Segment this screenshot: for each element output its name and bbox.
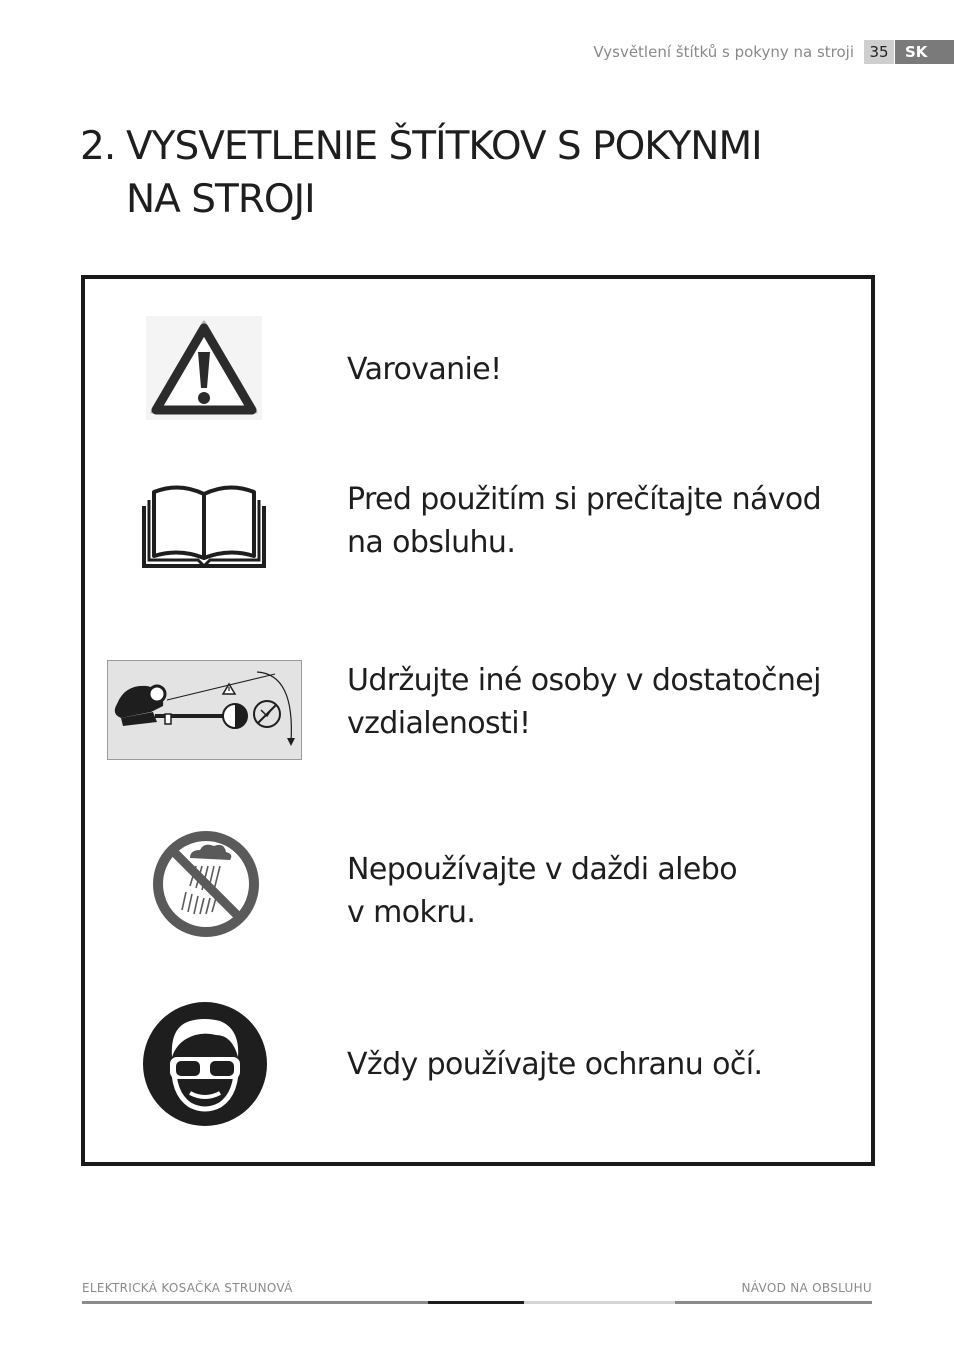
page-title xyxy=(80,120,880,226)
label-line: Pred použitím si prečítajte návod xyxy=(347,482,822,517)
running-header: Vysvětlení štítků s pokyny na stroji xyxy=(593,43,854,61)
no-rain-icon xyxy=(150,828,262,940)
title-line-2: NA STROJI xyxy=(126,177,315,222)
label-line: Varovanie! xyxy=(347,352,502,387)
label-text-rain xyxy=(347,848,847,934)
label-text-manual xyxy=(347,478,847,564)
label-line: Udržujte iné osoby v dostatočnej xyxy=(347,663,821,698)
manual-book-icon xyxy=(141,480,267,570)
label-line: v mokru. xyxy=(347,895,476,930)
title-line-1: VYSVETLENIE ŠTÍTKOV S POKYNMI xyxy=(126,124,762,169)
label-line: Nepoužívajte v daždi alebo xyxy=(347,852,737,887)
label-text-warning xyxy=(347,348,847,391)
footer-manual: NÁVOD NA OBSLUHU xyxy=(741,1281,872,1295)
footer-divider-accent xyxy=(428,1301,524,1304)
section-number: 2. xyxy=(80,124,116,169)
footer-divider xyxy=(524,1301,675,1304)
label-text-distance xyxy=(347,659,847,745)
keep-distance-icon xyxy=(107,660,302,760)
page-number: 35 xyxy=(864,40,894,64)
label-line: vzdialenosti! xyxy=(347,706,531,741)
label-line: Vždy používajte ochranu očí. xyxy=(347,1047,763,1082)
footer-divider xyxy=(675,1301,872,1304)
language-badge: SK xyxy=(895,40,954,64)
label-text-eye xyxy=(347,1043,847,1086)
warning-triangle-icon xyxy=(146,316,262,420)
label-line: na obsluhu. xyxy=(347,525,516,560)
eye-protection-icon xyxy=(142,1001,268,1127)
footer-product: ELEKTRICKÁ KOSAČKA STRUNOVÁ xyxy=(82,1281,293,1295)
footer-divider xyxy=(82,1301,428,1304)
